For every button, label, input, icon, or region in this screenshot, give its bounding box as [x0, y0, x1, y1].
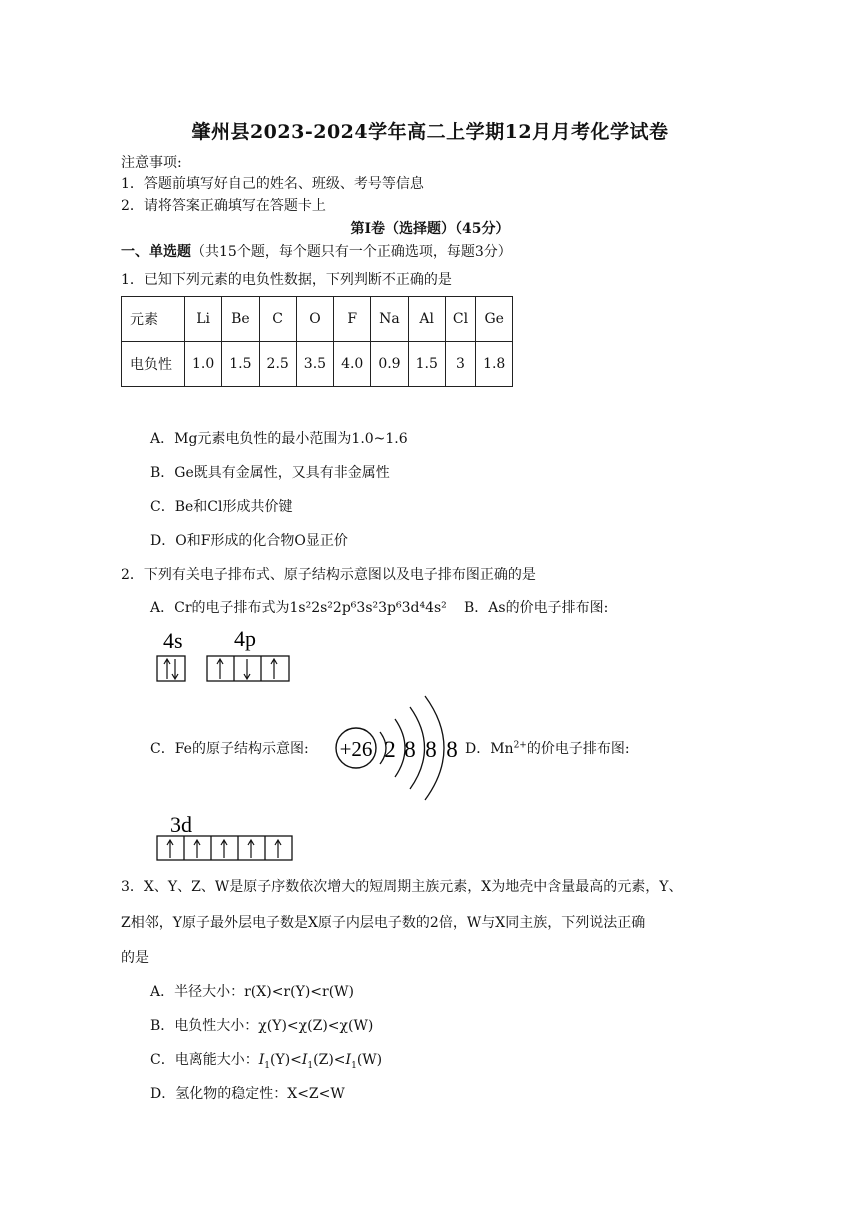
- table-cell: Al: [408, 297, 445, 342]
- table-row-elements: [122, 297, 513, 342]
- q3-stem-line-1: 3．X、Y、Z、W是原子序数依次增大的短周期主族元素，X为地壳中含量最高的元素，Y、: [121, 879, 683, 895]
- table-cell: 元素: [122, 297, 185, 342]
- notice-heading: 注意事项:: [121, 155, 182, 171]
- table-cell: O: [296, 297, 333, 342]
- table-cell: Li: [185, 297, 222, 342]
- orbital-label-3d: 3d: [170, 812, 192, 837]
- electronegativity-table: [121, 296, 513, 387]
- fe-atom-structure-diagram: [332, 692, 464, 804]
- q3-option-c: [150, 1050, 382, 1070]
- q1-option-d: D．O和F形成的化合物O显正价: [150, 533, 348, 549]
- notice-item-2: 2．请将答案正确填写在答题卡上: [121, 198, 326, 214]
- table-cell: Cl: [445, 297, 475, 342]
- q2-option-c: C．Fe的原子结构示意图:: [150, 741, 309, 757]
- q3-stem-line-3: 的是: [121, 950, 149, 966]
- table-cell: F: [334, 297, 371, 342]
- part-title: 第I卷（选择题）（45分）: [350, 221, 510, 237]
- as-orbital-diagram: [150, 626, 300, 688]
- q3-option-d: D．氢化物的稳定性：X<Z<W: [150, 1086, 345, 1102]
- ionization-subscript: 1: [351, 1060, 357, 1071]
- ionization-subscript: 1: [264, 1060, 270, 1071]
- charge-superscript: 2+: [513, 740, 527, 751]
- shell-count: 2: [384, 737, 396, 762]
- q3-option-c-prefix: C．电离能大小：: [150, 1052, 259, 1068]
- q2-option-d-suffix: 的价电子排布图:: [526, 741, 630, 757]
- table-cell: 1.8: [476, 342, 513, 387]
- table-cell: 1.5: [222, 342, 259, 387]
- table-cell: Ge: [476, 297, 513, 342]
- table-cell: C: [259, 297, 296, 342]
- table-cell: 3: [445, 342, 475, 387]
- ionization-subscript: 1: [307, 1060, 314, 1071]
- q2-option-d: [465, 739, 630, 759]
- ionization-symbol: I: [301, 1052, 308, 1068]
- table-cell: 2.5: [259, 342, 296, 387]
- cr-electron-config: 1s²2s²2p⁶3s²3p⁶3d⁴4s²: [289, 600, 447, 616]
- orbital-label-4s: 4s: [163, 628, 183, 653]
- page-title: 肇州县2023-2024学年高二上学期12月月考化学试卷: [191, 121, 669, 143]
- q2-stem: 2．下列有关电子排布式、原子结构示意图以及电子排布图正确的是: [121, 567, 536, 583]
- ionization-text: (W): [356, 1052, 383, 1068]
- shell-count: 8: [446, 737, 458, 762]
- shell-count: 8: [425, 737, 437, 762]
- table-cell: 1.0: [185, 342, 222, 387]
- section-label: 一、单选题: [121, 244, 191, 260]
- orbital-label-4p: 4p: [234, 626, 256, 651]
- q1-option-c: C．Be和Cl形成共价键: [150, 499, 293, 515]
- table-cell: 4.0: [334, 342, 371, 387]
- q2-option-a-prefix: A．Cr的电子排布式为: [150, 600, 290, 616]
- table-cell: Be: [222, 297, 259, 342]
- ionization-text: (Y)<: [269, 1052, 302, 1068]
- table-row-values: [122, 342, 513, 387]
- nucleus-charge: +26: [339, 737, 373, 761]
- q2-option-d-prefix: D．Mn: [465, 741, 514, 757]
- q3-stem-line-2: Z相邻，Y原子最外层电子数是X原子内层电子数的2倍，W与X同主族，下列说法正确: [121, 915, 646, 931]
- q3-option-b: B．电负性大小：χ(Y)<χ(Z)<χ(W): [150, 1018, 374, 1034]
- table-cell: 电负性: [122, 342, 185, 387]
- q3-option-a: A．半径大小：r(X)<r(Y)<r(W): [150, 984, 355, 1000]
- q2-option-a: [150, 598, 447, 618]
- table-cell: 3.5: [296, 342, 333, 387]
- ionization-symbol: I: [258, 1052, 265, 1068]
- ionization-symbol: I: [345, 1052, 352, 1068]
- notice-item-1: 1．答题前填写好自己的姓名、班级、考号等信息: [121, 176, 424, 192]
- ionization-text: (Z)<: [313, 1052, 346, 1068]
- section-heading: [121, 242, 512, 262]
- shell-count: 8: [404, 737, 416, 762]
- section-desc: （共15个题，每个题只有一个正确选项，每题3分）: [191, 244, 512, 260]
- table-cell: 0.9: [371, 342, 408, 387]
- orbital-box-4s: [157, 656, 185, 681]
- table-cell: Na: [371, 297, 408, 342]
- mn-orbital-diagram: [150, 810, 300, 864]
- table-cell: 1.5: [408, 342, 445, 387]
- q1-option-a: A．Mg元素电负性的最小范围为1.0~1.6: [150, 431, 408, 447]
- q2-option-b: B．As的价电子排布图:: [464, 600, 609, 616]
- q1-stem: 1．已知下列元素的电负性数据，下列判断不正确的是: [121, 272, 452, 288]
- q1-option-b: B．Ge既具有金属性，又具有非金属性: [150, 465, 390, 481]
